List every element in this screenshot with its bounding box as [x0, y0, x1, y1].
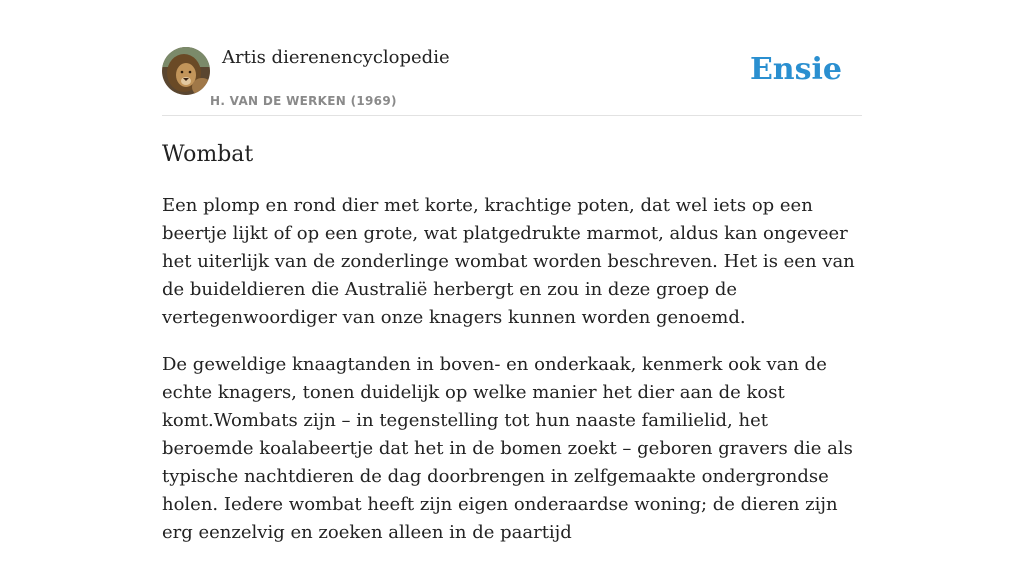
brand-logo-link[interactable]: Ensie [749, 52, 842, 87]
book-title[interactable]: Artis dierenencyclopedie [222, 47, 450, 68]
lion-avatar-icon[interactable] [162, 47, 210, 95]
article-title: Wombat [162, 142, 254, 167]
article-body [162, 192, 862, 566]
header [162, 46, 862, 116]
header-divider [162, 115, 862, 116]
article-paragraph: De geweldige knaagtanden in boven- en onderkaak, kenmerk ook van de echte knagers, tonen duidelijk op welke manier het dier aan de kost komt.Wombats zijn – in tegenstelling tot hun naaste familielid, het beroemde koalabeertje dat het in de bomen zoekt – geboren gravers die als typische nachtdieren de dag doorbrengen in zelfgemaakte ondergrondse holen. Iedere wombat heeft zijn eigen onderaardse woning; de dieren zijn erg eenzelvig en zoeken alleen in de paartijd [162, 354, 853, 543]
article-paragraph: Een plomp en rond dier met korte, krachtige poten, dat wel iets op een beertje lijkt of op een grote, wat platgedrukte marmot, aldus kan ongeveer het uiterlijk van de zonderlinge wombat worden beschreven. Het is een van de buideldieren die Australië herbergt en zou in deze groep de vertegenwoordiger van onze knagers kunnen worden genoemd. [162, 195, 855, 328]
author-label: H. VAN DE WERKEN (1969) [210, 94, 397, 108]
